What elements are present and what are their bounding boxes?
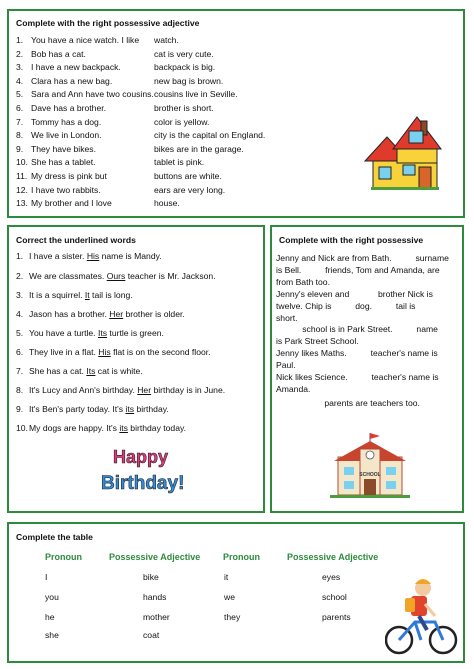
passage-line: is Park Street School. <box>276 336 359 347</box>
row-sentence: I have two rabbits. <box>31 184 101 195</box>
row-sentence: They have bikes. <box>31 143 96 154</box>
section-complete-table <box>7 522 465 663</box>
row-continuation: city is the capital on England. <box>154 130 266 141</box>
correction-row <box>16 385 225 396</box>
correction-row <box>16 347 211 358</box>
row-sentence: My brother and I love <box>31 198 112 209</box>
passage-line: is Bell. friends, Tom and Amanda, are <box>276 264 440 275</box>
table-header: Pronoun <box>45 552 82 562</box>
row-number: 3. <box>16 290 24 300</box>
underlined-word[interactable]: its <box>125 404 135 414</box>
row-number: 10. <box>16 157 28 168</box>
correction-row <box>16 423 186 434</box>
row-text-before: You have a turtle. <box>29 328 98 338</box>
section-title: Complete with the right possessive adjective <box>16 18 200 28</box>
exercise-row <box>16 49 214 60</box>
row-text-after: turtle is green. <box>107 328 164 338</box>
row-sentence: Tommy has a dog. <box>31 116 102 127</box>
correction-row <box>16 290 133 301</box>
row-number: 8. <box>16 385 24 395</box>
row-number: 8. <box>16 130 24 141</box>
row-text-after: birthday today. <box>127 423 187 433</box>
row-number: 2. <box>16 271 24 281</box>
passage-line: parents are teachers too. <box>279 397 420 408</box>
underlined-word[interactable]: It <box>84 290 90 300</box>
underlined-word[interactable]: Ours <box>106 271 126 281</box>
exercise-row <box>16 76 223 87</box>
passage-line: Amanda. <box>276 383 311 394</box>
table-header: Possessive Adjective <box>109 552 201 562</box>
row-continuation: color is yellow. <box>154 116 210 127</box>
underlined-word[interactable]: Its <box>86 366 96 376</box>
table-cell: he <box>45 612 55 622</box>
row-sentence: Bob has a cat. <box>31 48 86 59</box>
row-number: 1. <box>16 35 24 45</box>
table-cell: you <box>45 592 59 602</box>
section-title: Correct the underlined words <box>16 235 136 245</box>
row-text-before: She has a cat. <box>29 366 87 376</box>
row-number: 11. <box>16 171 28 181</box>
correction-row <box>16 271 216 282</box>
underlined-word[interactable]: its <box>119 423 128 433</box>
row-continuation: new bag is brown. <box>154 75 224 86</box>
table-header: Pronoun <box>223 552 260 562</box>
passage-line: Jenny likes Maths. teacher's name is <box>276 348 438 359</box>
row-text-after: birthday is in June. <box>151 385 226 395</box>
row-continuation: house. <box>154 198 180 209</box>
passage-line: short. <box>276 312 298 323</box>
row-text-before: It's Lucy and Ann's birthday. <box>29 385 138 395</box>
section-correct-underlined <box>7 225 265 513</box>
row-continuation: ears are very long. <box>154 184 226 195</box>
table-cell: they <box>224 612 241 622</box>
row-sentence: Clara has a new bag. <box>31 75 113 86</box>
underlined-word[interactable]: Her <box>137 385 152 395</box>
passage-line: school is in Park Street. name <box>276 324 438 335</box>
row-number: 10. <box>16 423 28 433</box>
happy-birthday-illustration <box>99 441 191 497</box>
passage-line: from Bath too. <box>276 276 330 287</box>
row-number: 7. <box>16 366 24 376</box>
row-text-after: tail is long. <box>89 290 133 300</box>
row-continuation: cousins live in Seville. <box>154 89 238 100</box>
table-cell: we <box>224 592 235 602</box>
table-cell: hands <box>143 592 167 602</box>
table-header: Possessive Adjective <box>287 552 379 562</box>
row-continuation: backpack is big. <box>154 62 216 73</box>
passage-line: Nick likes Science. teacher's name is <box>276 372 439 382</box>
exercise-row <box>16 198 180 209</box>
row-continuation: bikes are in the garage. <box>154 143 244 154</box>
table-cell: it <box>224 572 229 582</box>
row-text-after: flat is on the second floor. <box>110 347 211 357</box>
section-title: Complete the table <box>16 532 93 542</box>
row-text-after: birthday. <box>134 404 169 414</box>
row-text-before: They live in a flat. <box>29 347 99 357</box>
row-sentence: We live in London. <box>31 130 102 141</box>
row-number: 4. <box>16 309 24 319</box>
row-number: 12. <box>16 184 28 195</box>
row-continuation: brother is short. <box>154 103 214 113</box>
correction-row <box>16 404 169 415</box>
exercise-row <box>16 103 214 114</box>
correction-row <box>16 328 164 339</box>
table-cell: she <box>45 630 59 640</box>
row-text-after: cat is white. <box>95 366 143 376</box>
row-sentence: She has a tablet. <box>31 157 96 168</box>
row-text-after: brother is older. <box>123 309 185 319</box>
underlined-word[interactable]: Its <box>97 328 108 338</box>
table-cell: bike <box>143 572 159 582</box>
row-number: 6. <box>16 347 24 357</box>
row-text-after: teacher is Mr. Jackson. <box>125 271 216 281</box>
birthday-art-line1: Happy <box>113 447 169 467</box>
boy-on-bike-illustration <box>385 574 459 658</box>
underlined-word[interactable]: His <box>86 251 100 261</box>
row-text-before: Jason has a brother. <box>29 309 110 319</box>
row-number: 1. <box>16 251 24 261</box>
exercise-row <box>16 130 265 141</box>
passage-line: Jenny and Nick are from Bath. surname <box>276 253 449 263</box>
row-number: 13. <box>16 198 28 209</box>
row-text-after: name is Mandy. <box>99 251 162 261</box>
table-cell: eyes <box>322 572 341 582</box>
row-continuation: cat is very cute. <box>154 48 214 59</box>
section-title: Complete with the right possessive <box>279 235 424 245</box>
row-text-before: I have a sister. <box>29 251 87 261</box>
table-cell: mother <box>143 612 170 622</box>
row-number: 9. <box>16 143 24 154</box>
row-sentence: My dress is pink but <box>31 171 107 181</box>
row-number: 2. <box>16 48 24 59</box>
section-possessive-adjective <box>7 9 465 218</box>
row-number: 4. <box>16 75 24 86</box>
row-number: 7. <box>16 116 24 127</box>
passage-line: twelve. Chip is dog. tail is <box>276 300 416 311</box>
correction-row <box>16 309 185 320</box>
row-number: 3. <box>16 62 24 73</box>
row-text-before: It's Ben's party today. It's <box>29 404 126 414</box>
underlined-word[interactable]: Her <box>109 309 124 319</box>
row-text-before: It is a squirrel. <box>29 290 85 300</box>
underlined-word[interactable]: His <box>98 347 111 357</box>
birthday-art-line2: Birthday! <box>101 473 185 494</box>
exercise-row <box>16 171 222 182</box>
row-number: 9. <box>16 404 24 414</box>
exercise-row <box>16 89 238 100</box>
passage-line: Paul. <box>276 360 296 371</box>
row-number: 6. <box>16 103 24 113</box>
correction-row <box>16 366 143 377</box>
correction-row <box>16 251 162 262</box>
row-continuation: tablet is pink. <box>154 157 205 168</box>
row-text-before: My dogs are happy. It's <box>29 423 120 433</box>
exercise-row <box>16 62 215 73</box>
row-sentence: Dave has a brother. <box>31 103 107 113</box>
passage-line: Jenny's eleven and brother Nick is <box>276 288 433 299</box>
exercise-row <box>16 157 204 168</box>
house-illustration <box>359 109 443 191</box>
table-cell: I <box>45 572 48 582</box>
row-continuation: watch. <box>154 35 179 45</box>
school-illustration <box>330 431 410 499</box>
row-number: 5. <box>16 89 24 100</box>
row-number: 5. <box>16 328 24 338</box>
section-right-possessive <box>270 225 464 513</box>
row-sentence: Sara and Ann have two cousins. <box>31 89 154 100</box>
table-cell: coat <box>143 630 160 640</box>
exercise-row <box>16 185 225 196</box>
row-sentence: I have a new backpack. <box>31 62 121 73</box>
row-sentence: You have a nice watch. I like <box>31 35 140 45</box>
exercise-row <box>16 117 209 128</box>
table-cell: parents <box>322 612 351 622</box>
row-text-before: We are classmates. <box>29 271 107 281</box>
row-continuation: buttons are white. <box>154 171 222 181</box>
school-sign: SCHOOL <box>359 472 381 478</box>
table-cell: school <box>322 592 347 602</box>
exercise-row <box>16 35 179 46</box>
exercise-row <box>16 144 244 155</box>
